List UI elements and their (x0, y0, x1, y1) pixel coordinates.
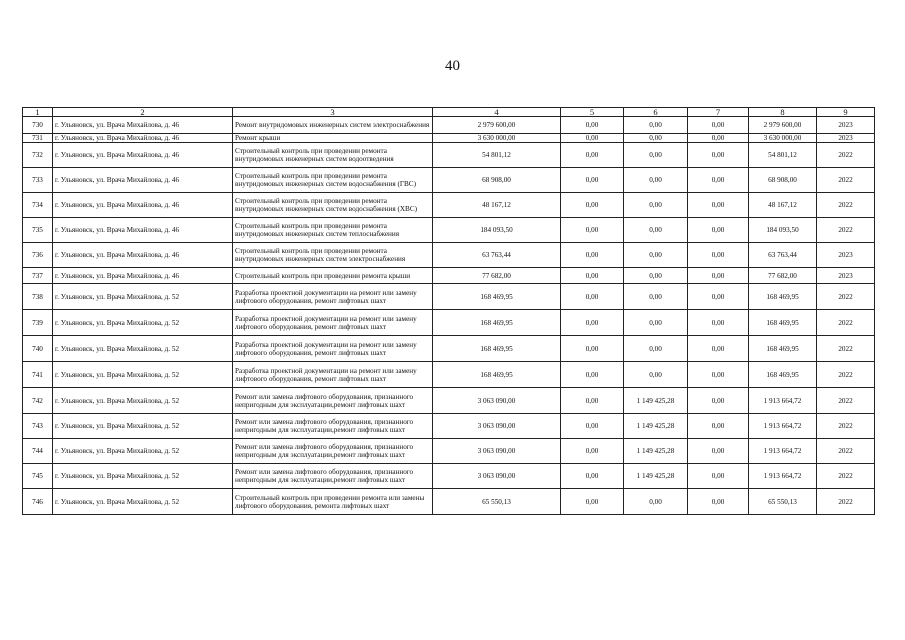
cost-column-5-cell: 0,00 (561, 388, 624, 414)
cost-column-7-cell: 0,00 (688, 134, 749, 143)
year-cell: 2022 (817, 310, 875, 336)
cost-column-5-cell: 0,00 (561, 134, 624, 143)
cost-column-8-cell: 168 469,95 (749, 362, 817, 388)
row-number: 734 (23, 193, 53, 218)
column-header: 3 (233, 108, 433, 117)
year-cell: 2022 (817, 362, 875, 388)
cost-column-8-cell: 184 093,50 (749, 218, 817, 243)
total-cost-cell: 63 763,44 (433, 243, 561, 268)
cost-column-5-cell: 0,00 (561, 439, 624, 464)
year-cell: 2022 (817, 414, 875, 439)
work-type-cell: Ремонт крыши (233, 134, 433, 143)
address-cell: г. Ульяновск, ул. Врача Михайлова, д. 52 (53, 284, 233, 310)
table-body (23, 117, 875, 515)
cost-column-5-cell: 0,00 (561, 218, 624, 243)
cost-column-5-cell: 0,00 (561, 310, 624, 336)
cost-column-6-cell: 0,00 (624, 243, 688, 268)
address-cell: г. Ульяновск, ул. Врача Михайлова, д. 46 (53, 117, 233, 134)
total-cost-cell: 54 801,12 (433, 143, 561, 168)
address-cell: г. Ульяновск, ул. Врача Михайлова, д. 46 (53, 243, 233, 268)
column-header: 4 (433, 108, 561, 117)
cost-column-8-cell: 168 469,95 (749, 284, 817, 310)
total-cost-cell: 2 979 600,00 (433, 117, 561, 134)
cost-column-6-cell: 0,00 (624, 284, 688, 310)
cost-column-6-cell: 0,00 (624, 193, 688, 218)
work-type-cell: Разработка проектной документации на ремонт или замену лифтового оборудования, ремонт лифтовых шахт (233, 362, 433, 388)
cost-column-5-cell: 0,00 (561, 362, 624, 388)
work-type-cell: Строительный контроль при проведении ремонта внутридомовых инженерных систем водоснабжения (ГВС) (233, 168, 433, 193)
row-number: 735 (23, 218, 53, 243)
work-type-cell: Разработка проектной документации на ремонт или замену лифтового оборудования, ремонт лифтовых шахт (233, 284, 433, 310)
table-row (23, 336, 875, 362)
row-number: 745 (23, 464, 53, 489)
cost-column-8-cell: 77 682,00 (749, 268, 817, 284)
work-type-cell: Строительный контроль при проведении ремонта или замены лифтового оборудования, ремонта лифтовых шахт (233, 489, 433, 515)
cost-column-7-cell: 0,00 (688, 464, 749, 489)
cost-column-5-cell: 0,00 (561, 117, 624, 134)
total-cost-cell: 168 469,95 (433, 310, 561, 336)
total-cost-cell: 3 063 090,00 (433, 464, 561, 489)
cost-column-8-cell: 2 979 600,00 (749, 117, 817, 134)
address-cell: г. Ульяновск, ул. Врача Михайлова, д. 46 (53, 218, 233, 243)
address-cell: г. Ульяновск, ул. Врача Михайлова, д. 52 (53, 310, 233, 336)
address-cell: г. Ульяновск, ул. Врача Михайлова, д. 52 (53, 414, 233, 439)
work-type-cell: Ремонт или замена лифтового оборудования, признанного непригодным для эксплуатации,ремонт лифтовых шахт (233, 388, 433, 414)
cost-column-6-cell: 0,00 (624, 143, 688, 168)
address-cell: г. Ульяновск, ул. Врача Михайлова, д. 52 (53, 388, 233, 414)
cost-column-7-cell: 0,00 (688, 489, 749, 515)
row-number: 744 (23, 439, 53, 464)
cost-column-8-cell: 68 908,00 (749, 168, 817, 193)
column-header: 2 (53, 108, 233, 117)
total-cost-cell: 184 093,50 (433, 218, 561, 243)
column-header: 6 (624, 108, 688, 117)
table-row (23, 439, 875, 464)
cost-column-6-cell: 0,00 (624, 336, 688, 362)
column-header: 1 (23, 108, 53, 117)
year-cell: 2022 (817, 143, 875, 168)
cost-column-8-cell: 65 550,13 (749, 489, 817, 515)
cost-column-8-cell: 168 469,95 (749, 336, 817, 362)
table-row (23, 134, 875, 143)
cost-column-7-cell: 0,00 (688, 193, 749, 218)
table-row (23, 464, 875, 489)
work-type-cell: Строительный контроль при проведении ремонта внутридомовых инженерных систем теплоснабжения (233, 218, 433, 243)
row-number: 730 (23, 117, 53, 134)
year-cell: 2023 (817, 117, 875, 134)
cost-column-5-cell: 0,00 (561, 243, 624, 268)
cost-column-8-cell: 1 913 664,72 (749, 464, 817, 489)
row-number: 733 (23, 168, 53, 193)
row-number: 743 (23, 414, 53, 439)
address-cell: г. Ульяновск, ул. Врача Михайлова, д. 52 (53, 336, 233, 362)
column-header: 5 (561, 108, 624, 117)
cost-column-7-cell: 0,00 (688, 168, 749, 193)
year-cell: 2022 (817, 284, 875, 310)
year-cell: 2023 (817, 243, 875, 268)
total-cost-cell: 168 469,95 (433, 284, 561, 310)
table-row (23, 388, 875, 414)
total-cost-cell: 168 469,95 (433, 362, 561, 388)
cost-column-7-cell: 0,00 (688, 388, 749, 414)
cost-column-7-cell: 0,00 (688, 439, 749, 464)
cost-column-8-cell: 1 913 664,72 (749, 414, 817, 439)
table-row (23, 168, 875, 193)
total-cost-cell: 68 908,00 (433, 168, 561, 193)
cost-column-7-cell: 0,00 (688, 362, 749, 388)
row-number: 738 (23, 284, 53, 310)
total-cost-cell: 77 682,00 (433, 268, 561, 284)
repair-program-table (22, 107, 875, 515)
year-cell: 2022 (817, 218, 875, 243)
total-cost-cell: 3 063 090,00 (433, 414, 561, 439)
cost-column-8-cell: 48 167,12 (749, 193, 817, 218)
total-cost-cell: 3 630 000,00 (433, 134, 561, 143)
row-number: 731 (23, 134, 53, 143)
work-type-cell: Разработка проектной документации на ремонт или замену лифтового оборудования, ремонт лифтовых шахт (233, 310, 433, 336)
year-cell: 2022 (817, 336, 875, 362)
work-type-cell: Строительный контроль при проведении ремонта внутридомовых инженерных систем водоотведения (233, 143, 433, 168)
cost-column-8-cell: 1 913 664,72 (749, 388, 817, 414)
cost-column-5-cell: 0,00 (561, 193, 624, 218)
cost-column-5-cell: 0,00 (561, 336, 624, 362)
table-row (23, 489, 875, 515)
cost-column-7-cell: 0,00 (688, 117, 749, 134)
cost-column-8-cell: 3 630 000,00 (749, 134, 817, 143)
cost-column-5-cell: 0,00 (561, 143, 624, 168)
column-header: 7 (688, 108, 749, 117)
work-type-cell: Строительный контроль при проведении ремонта крыши (233, 268, 433, 284)
cost-column-6-cell: 0,00 (624, 489, 688, 515)
table-row (23, 193, 875, 218)
row-number: 740 (23, 336, 53, 362)
row-number: 746 (23, 489, 53, 515)
row-number: 737 (23, 268, 53, 284)
total-cost-cell: 3 063 090,00 (433, 388, 561, 414)
year-cell: 2022 (817, 439, 875, 464)
cost-column-6-cell: 0,00 (624, 117, 688, 134)
total-cost-cell: 48 167,12 (433, 193, 561, 218)
address-cell: г. Ульяновск, ул. Врача Михайлова, д. 52 (53, 439, 233, 464)
cost-column-7-cell: 0,00 (688, 243, 749, 268)
cost-column-8-cell: 54 801,12 (749, 143, 817, 168)
table-row (23, 362, 875, 388)
cost-column-7-cell: 0,00 (688, 284, 749, 310)
cost-column-8-cell: 63 763,44 (749, 243, 817, 268)
work-type-cell: Строительный контроль при проведении ремонта внутридомовых инженерных систем водоснабжения (ХВС) (233, 193, 433, 218)
cost-column-5-cell: 0,00 (561, 414, 624, 439)
total-cost-cell: 65 550,13 (433, 489, 561, 515)
cost-column-8-cell: 168 469,95 (749, 310, 817, 336)
cost-column-5-cell: 0,00 (561, 284, 624, 310)
cost-column-8-cell: 1 913 664,72 (749, 439, 817, 464)
cost-column-6-cell: 1 149 425,28 (624, 439, 688, 464)
year-cell: 2023 (817, 268, 875, 284)
cost-column-7-cell: 0,00 (688, 218, 749, 243)
cost-column-5-cell: 0,00 (561, 464, 624, 489)
cost-column-7-cell: 0,00 (688, 268, 749, 284)
cost-column-6-cell: 1 149 425,28 (624, 414, 688, 439)
address-cell: г. Ульяновск, ул. Врача Михайлова, д. 46 (53, 193, 233, 218)
row-number: 741 (23, 362, 53, 388)
cost-column-7-cell: 0,00 (688, 310, 749, 336)
cost-column-6-cell: 0,00 (624, 134, 688, 143)
work-type-cell: Строительный контроль при проведении ремонта внутридомовых инженерных систем электроснабжения (233, 243, 433, 268)
address-cell: г. Ульяновск, ул. Врача Михайлова, д. 46 (53, 268, 233, 284)
address-cell: г. Ульяновск, ул. Врача Михайлова, д. 52 (53, 464, 233, 489)
table-row (23, 414, 875, 439)
year-cell: 2023 (817, 134, 875, 143)
year-cell: 2022 (817, 388, 875, 414)
cost-column-6-cell: 0,00 (624, 362, 688, 388)
cost-column-7-cell: 0,00 (688, 414, 749, 439)
address-cell: г. Ульяновск, ул. Врача Михайлова, д. 52 (53, 362, 233, 388)
address-cell: г. Ульяновск, ул. Врача Михайлова, д. 52 (53, 489, 233, 515)
year-cell: 2022 (817, 193, 875, 218)
row-number: 742 (23, 388, 53, 414)
work-type-cell: Ремонт или замена лифтового оборудования, признанного непригодным для эксплуатации,ремонт лифтовых шахт (233, 464, 433, 489)
cost-column-6-cell: 1 149 425,28 (624, 388, 688, 414)
year-cell: 2022 (817, 489, 875, 515)
cost-column-6-cell: 1 149 425,28 (624, 464, 688, 489)
column-header: 9 (817, 108, 875, 117)
table-row (23, 117, 875, 134)
row-number: 736 (23, 243, 53, 268)
work-type-cell: Ремонт или замена лифтового оборудования, признанного непригодным для эксплуатации,ремонт лифтовых шахт (233, 439, 433, 464)
row-number: 732 (23, 143, 53, 168)
table-row (23, 310, 875, 336)
table-row (23, 268, 875, 284)
column-number-row (23, 108, 875, 117)
year-cell: 2022 (817, 464, 875, 489)
work-type-cell: Ремонт или замена лифтового оборудования, признанного непригодным для эксплуатации,ремонт лифтовых шахт (233, 414, 433, 439)
total-cost-cell: 168 469,95 (433, 336, 561, 362)
table-row (23, 284, 875, 310)
row-number: 739 (23, 310, 53, 336)
table-row (23, 243, 875, 268)
total-cost-cell: 3 063 090,00 (433, 439, 561, 464)
cost-column-6-cell: 0,00 (624, 310, 688, 336)
year-cell: 2022 (817, 168, 875, 193)
address-cell: г. Ульяновск, ул. Врача Михайлова, д. 46 (53, 168, 233, 193)
cost-column-6-cell: 0,00 (624, 168, 688, 193)
table-row (23, 218, 875, 243)
cost-column-6-cell: 0,00 (624, 218, 688, 243)
cost-column-7-cell: 0,00 (688, 336, 749, 362)
cost-column-5-cell: 0,00 (561, 268, 624, 284)
cost-column-7-cell: 0,00 (688, 143, 749, 168)
address-cell: г. Ульяновск, ул. Врача Михайлова, д. 46 (53, 134, 233, 143)
cost-column-5-cell: 0,00 (561, 489, 624, 515)
work-type-cell: Ремонт внутридомовых инженерных систем электроснабжения (233, 117, 433, 134)
work-type-cell: Разработка проектной документации на ремонт или замену лифтового оборудования, ремонт лифтовых шахт (233, 336, 433, 362)
table-row (23, 143, 875, 168)
address-cell: г. Ульяновск, ул. Врача Михайлова, д. 46 (53, 143, 233, 168)
cost-column-6-cell: 0,00 (624, 268, 688, 284)
page-number: 40 (445, 58, 460, 74)
cost-column-5-cell: 0,00 (561, 168, 624, 193)
column-header: 8 (749, 108, 817, 117)
